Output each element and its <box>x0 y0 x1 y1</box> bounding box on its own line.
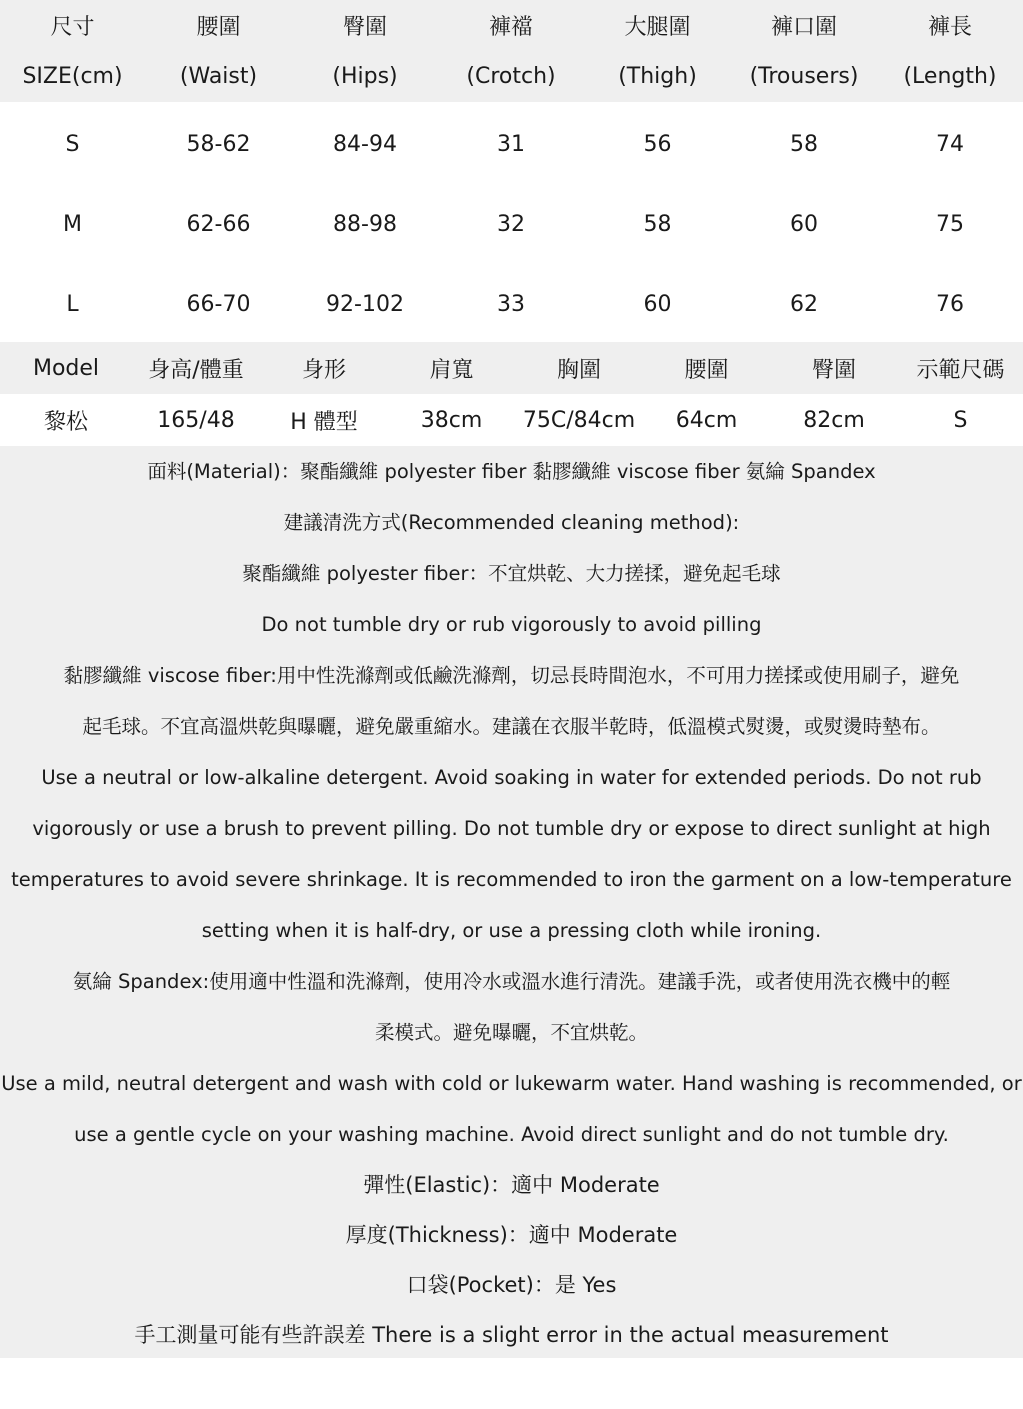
hips-cell: 88-98 <box>333 211 397 237</box>
waist-cell: 58-62 <box>186 131 251 157</box>
viscose-care-en-3: temperatures to avoid severe shrinkage. It is recommended to iron the garment on a low-temperature <box>11 868 1012 891</box>
spandex-care-en-1: Use a mild, neutral detergent and wash with cold or lukewarm water. Hand washing is recommended, or <box>1 1072 1022 1095</box>
size-header-row-en <box>0 51 1023 102</box>
header-trousers-en: (Trousers) <box>749 64 859 89</box>
thickness-line: 厚度(Thickness)：適中 Moderate <box>345 1222 678 1247</box>
header-bust: 胸圍 <box>556 357 601 383</box>
thigh-cell: 56 <box>643 131 672 157</box>
header-crotch-zh: 褲襠 <box>488 15 533 40</box>
viscose-care-zh-1: 黏膠纖維 viscose fiber:用中性洗滌劑或低鹼洗滌劑，切忌長時間泡水，不可用力搓揉或使用刷子，避免 <box>63 664 960 687</box>
model-table-body <box>0 394 1023 446</box>
header-shoulder: 肩寬 <box>429 357 474 383</box>
table-row <box>0 104 1023 184</box>
elastic-line: 彈性(Elastic)：適中 Moderate <box>363 1172 660 1197</box>
viscose-care-en-4: setting when it is half-dry, or use a pressing cloth while ironing. <box>201 919 822 942</box>
header-sample-size: 示範尺碼 <box>916 357 1005 383</box>
polyester-care-en: Do not tumble dry or rub vigorously to avoid pilling <box>261 613 762 636</box>
size-table-body <box>0 102 1023 342</box>
hips-cell: 84-94 <box>333 131 397 157</box>
length-cell: 74 <box>936 131 964 157</box>
hips-cell: 82cm <box>803 407 865 433</box>
header-model: Model <box>32 355 100 381</box>
height-weight-cell: 165/48 <box>157 407 235 433</box>
header-height-weight: 身高/體重 <box>148 357 244 383</box>
crotch-cell: 31 <box>497 131 525 157</box>
header-thigh-zh: 大腿圍 <box>624 15 691 40</box>
model-name-cell: 黎松 <box>43 409 88 435</box>
header-length-en: (Length) <box>903 64 997 89</box>
header-size-en: SIZE(cm) <box>22 64 123 89</box>
header-thigh-en: (Thigh) <box>618 64 697 89</box>
trousers-cell: 62 <box>790 291 818 317</box>
header-trousers-zh: 褲口圍 <box>770 15 837 40</box>
model-header-row <box>0 342 1023 394</box>
model-table-header <box>0 342 1023 394</box>
header-hips-zh: 臀圍 <box>342 15 387 40</box>
header-waist: 腰圍 <box>684 357 729 383</box>
spandex-care-zh-1: 氨綸 Spandex:使用適中性溫和洗滌劑，使用冷水或溫水進行清洗。建議手洗，或者使用洗衣機中的輕 <box>72 970 951 993</box>
waist-cell: 64cm <box>675 407 738 433</box>
header-waist-zh: 腰圍 <box>196 15 241 40</box>
measurement-note: 手工測量可能有些許誤差 There is a slight error in the actual measurement <box>134 1322 889 1347</box>
size-table-header <box>0 0 1023 102</box>
waist-cell: 62-66 <box>186 211 251 237</box>
size-cell: S <box>65 131 80 157</box>
viscose-care-en-2: vigorously or use a brush to prevent pilling. Do not tumble dry or expose to direct sunlight at high <box>32 817 991 840</box>
size-header-row-zh <box>0 0 1023 51</box>
spandex-care-zh-2: 柔模式。避免曝曬，不宜烘乾。 <box>374 1021 648 1044</box>
shoulder-cell: 38cm <box>420 407 483 433</box>
header-size-zh: 尺寸 <box>50 15 95 40</box>
sample-size-cell: S <box>953 407 968 433</box>
table-row <box>0 394 1023 446</box>
bust-cell: 75C/84cm <box>522 407 636 433</box>
body-type-cell: H 體型 <box>290 409 358 435</box>
header-waist-en: (Waist) <box>179 64 258 89</box>
trousers-cell: 60 <box>790 211 818 237</box>
viscose-care-en-1: Use a neutral or low-alkaline detergent. Avoid soaking in water for extended periods. Do not rub <box>41 766 982 789</box>
pocket-line: 口袋(Pocket)：是 Yes <box>406 1272 617 1297</box>
length-cell: 76 <box>936 291 964 317</box>
crotch-cell: 32 <box>497 211 525 237</box>
trousers-cell: 58 <box>790 131 818 157</box>
thigh-cell: 58 <box>643 211 672 237</box>
length-cell: 75 <box>936 211 964 237</box>
size-cell: M <box>63 211 82 237</box>
header-hips-en: (Hips) <box>332 64 398 89</box>
header-hips: 臀圍 <box>811 357 856 383</box>
thigh-cell: 60 <box>643 291 672 317</box>
table-row <box>0 184 1023 264</box>
waist-cell: 66-70 <box>186 291 251 317</box>
size-cell: L <box>66 291 79 317</box>
crotch-cell: 33 <box>497 291 525 317</box>
spandex-care-en-2: use a gentle cycle on your washing machine. Avoid direct sunlight and do not tumble dry. <box>74 1123 949 1146</box>
hips-cell: 92-102 <box>326 291 404 317</box>
cleaning-title: 建議清洗方式(Recommended cleaning method): <box>283 511 740 534</box>
care-info-section <box>0 446 1023 1358</box>
viscose-care-zh-2: 起毛球。不宜高溫烘乾與曝曬，避免嚴重縮水。建議在衣服半乾時，低溫模式熨燙，或熨燙時墊布。 <box>82 715 941 738</box>
material-line: 面料(Material)：聚酯纖維 polyester fiber 黏膠纖維 viscose fiber 氨綸 Spandex <box>147 460 876 483</box>
header-length-zh: 褲長 <box>927 15 972 40</box>
header-body-type: 身形 <box>301 357 346 383</box>
polyester-care-zh: 聚酯纖維 polyester fiber：不宜烘乾、大力搓揉，避免起毛球 <box>242 562 781 585</box>
table-row <box>0 264 1023 344</box>
header-crotch-en: (Crotch) <box>466 64 556 89</box>
